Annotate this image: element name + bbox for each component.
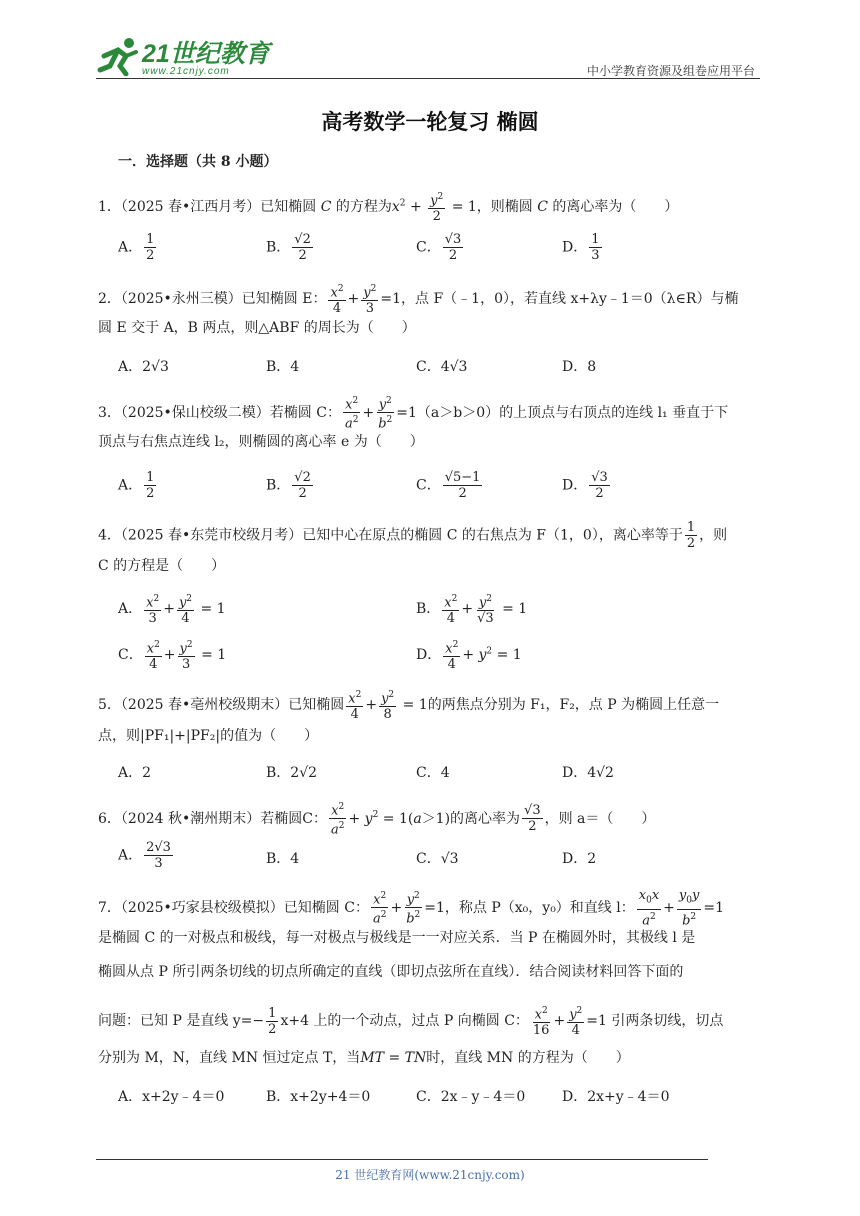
question-6-line-1: 6．（2024 秋•潮州期末）若椭圆C： $\frac{x^2}{a^2}$ + $y^2 = 1(a>1)$的离心率为 $\frac{√3}{2}$ ，则 a＝（ ）	[98, 802, 656, 838]
q3-option-d: D． $\frac{√3}{2}$	[562, 470, 608, 501]
q1-text-mid: 的方程为	[331, 199, 392, 216]
q7-option-d: D．2x+y﹣4＝0	[562, 1089, 670, 1105]
q4-option-a: A． $\frac{x^2}{3}$ + $\frac{y^2}{4}$ = 1	[118, 594, 226, 627]
question-7-line-5: 分别为 M，N，直线 MN 恒过定点 T，当MT = TN时，直线 MN 的方程为（ ）	[98, 1050, 630, 1066]
question-7-line-3: 椭圆从点 P 所引两条切线的切点所确定的直线（即切点弦所在直线）．结合阅读材料回答下面的	[98, 964, 684, 980]
q2-option-b: B．4	[266, 359, 300, 375]
question-7-line-4: 问题：已知 P 是直线 y=− $\frac{1}{2}$ x+4 上的一个动点，过点 P 向椭圆 C： $\frac{x^2}{16}$ + $\frac{y^2}{4}$ =1 引两条切线，切点	[98, 1005, 724, 1039]
page-title: 高考数学一轮复习 椭圆	[321, 109, 539, 134]
q5-option-b: B．2√2	[266, 765, 318, 781]
section-heading: 一．选择题（共 8 小题）	[118, 154, 278, 170]
q5-option-a: A．2	[118, 765, 152, 781]
brand-logo	[96, 34, 270, 77]
q3-option-c: C． $\frac{√5-1}{2}$	[416, 470, 481, 501]
brand-text	[142, 34, 270, 77]
q4-option-d: D． $\frac{x^2}{4}$ + $y^2 = 1$	[416, 640, 522, 673]
question-3-line-2: 顶点与右焦点连线 l₂，则椭圆的离心率 e 为（ ）	[98, 434, 424, 450]
q7-option-a: A．x+2y﹣4＝0	[118, 1089, 225, 1105]
q1-text-end: 的离心率为（ ）	[547, 199, 679, 216]
question-2-line-2: 圆 E 交于 A，B 两点，则△ABF 的周长为（ ）	[98, 320, 416, 336]
footer-divider	[96, 1159, 708, 1160]
q4-option-b: B． $\frac{x^2}{4}$ + $\frac{y^2}{√3}$ = 1	[416, 594, 528, 627]
q1-option-c: C． $\frac{√3}{2}$	[416, 232, 462, 263]
header-divider	[96, 78, 760, 79]
footer-link[interactable]: 21 世纪教育网(www.21cnjy.com)	[335, 1168, 525, 1182]
q1-text-post: ，则椭圆	[476, 199, 538, 216]
question-1: 1．（2025 春•江西月考）已知椭圆 C 的方程为$x^2$ + $\frac{y^2}{2}$ = 1，则椭圆 C 的离心率为（ ）	[98, 192, 679, 225]
question-7-line-1: 7．（2025•巧家县校级模拟）已知椭圆 C： $\frac{x^2}{a^2}$ + $\frac{y^2}{b^2}$ =1，称点 P（x₀，y₀）和直线 l： $\frac{x_0x}{a^2}$ + $\frac{y_0y}{b^2}$ =1	[98, 888, 724, 928]
q5-option-c: C．4	[416, 765, 450, 781]
question-2-line-1: 2．（2025•永州三模）已知椭圆 E： $\frac{x^2}{4}$ + $\frac{y^2}{3}$ =1，点 F（﹣1，0），若直线 x+λy﹣1＝0（λ∈R）与椭	[98, 284, 739, 317]
question-5-line-2: 点，则|PF₁|+|PF₂|的值为（ ）	[98, 728, 319, 744]
q6-option-a: A． $\frac{2√3}{3}$	[118, 840, 171, 871]
question-5-line-1: 5．（2025 春•亳州校级期末）已知椭圆 $\frac{x^2}{4}$ + $\frac{y^2}{8}$ = 1的两焦点分别为 F₁，F₂，点 P 为椭圆上任意一	[98, 690, 720, 723]
q2-option-a: A．2√3	[118, 359, 169, 375]
q7-option-c: C．2x﹣y﹣4＝0	[416, 1089, 526, 1105]
question-3-line-1: 3．（2025•保山校级二模）若椭圆 C： $\frac{x^2}{a^2}$ + $\frac{y^2}{b^2}$ =1（a＞b＞0）的上顶点与右顶点的连线 l₁ 垂直于下	[98, 396, 729, 432]
q6-option-c: C．√3	[416, 851, 459, 867]
q4-option-c: C． $\frac{x^2}{4}$ + $\frac{y^2}{3}$ = 1	[118, 640, 227, 673]
q1-option-a: A． $\frac{1}{2}$	[118, 232, 155, 263]
q6-option-b: B．4	[266, 851, 300, 867]
q1-option-b: B． $\frac{√2}{2}$	[266, 232, 311, 263]
page-header	[96, 34, 759, 80]
q5-option-d: D．4√2	[562, 765, 614, 781]
runner-icon	[96, 36, 142, 76]
q1-option-d: D． $\frac{1}{3}$	[562, 232, 600, 263]
q2-option-c: C．4√3	[416, 359, 468, 375]
question-4-line-1: 4．（2025 春•东莞市校级月考）已知中心在原点的椭圆 C 的右焦点为 F（1，0），离心率等于 $\frac{1}{2}$ ，则	[98, 520, 728, 551]
question-7-line-2: 是椭圆 C 的一对极点和极线，每一对极点与极线是一一对应关系．当 P 在椭圆外时，其极线 l 是	[98, 930, 696, 946]
q3-option-a: A． $\frac{1}{2}$	[118, 470, 155, 501]
q7-option-b: B．x+2y+4＝0	[266, 1089, 371, 1105]
question-4-line-2: C 的方程是（ ）	[98, 558, 226, 574]
q2-option-d: D．8	[562, 359, 597, 375]
brand-url: www.21cnjy.com	[142, 66, 230, 77]
q1-text-pre: 1．（2025 春•江西月考）已知椭圆	[98, 199, 321, 216]
brand-name: 21世纪教育	[142, 40, 270, 68]
q3-option-b: B． $\frac{√2}{2}$	[266, 470, 311, 501]
platform-label: 中小学教育资源及组卷应用平台	[586, 64, 755, 78]
q6-option-d: D．2	[562, 851, 597, 867]
